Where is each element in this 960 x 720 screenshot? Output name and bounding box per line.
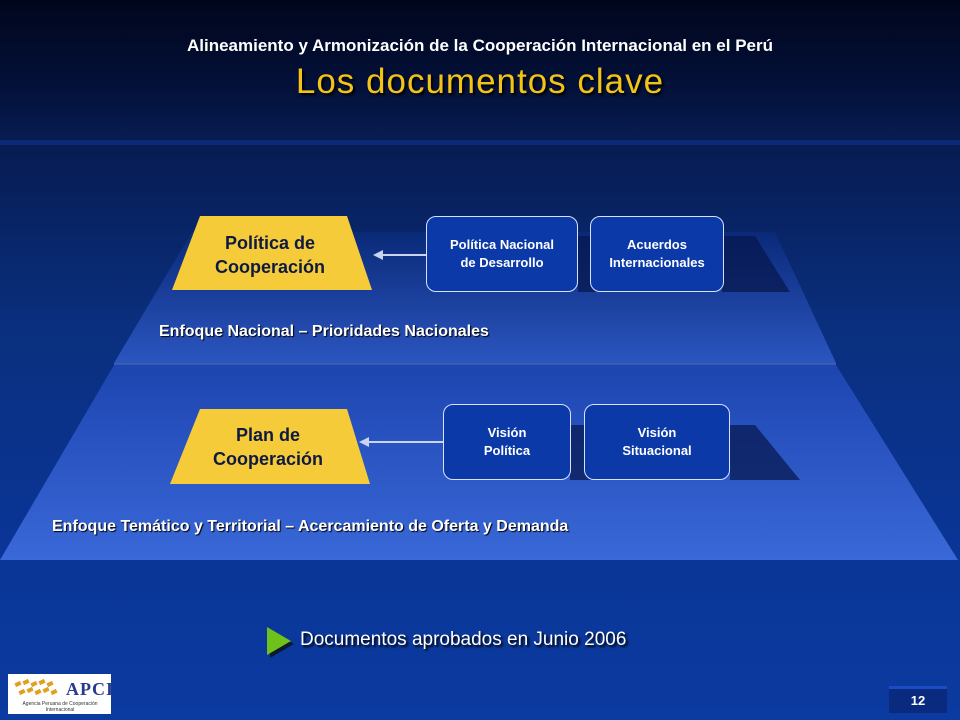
- logo-text: APCI: [66, 679, 114, 699]
- arrow-head-bottom: [359, 437, 369, 447]
- plan-label-line: Plan de: [235, 425, 301, 445]
- plan-label-line: Cooperación: [212, 449, 323, 469]
- slide-title: Los documentos clave: [295, 62, 665, 101]
- doc-box-vision-politica: [443, 404, 571, 480]
- footer-note: Documentos aprobados en Junio 2006: [300, 629, 627, 650]
- level-caption-bottom: Enfoque Temático y Territorial – Acercamiento de Oferta y Demanda: [52, 518, 569, 535]
- arrow-line-top: [382, 254, 428, 256]
- doc-box-line: Visión: [637, 425, 677, 440]
- doc-box-line: Política Nacional: [449, 237, 555, 252]
- doc-box-line: Política: [483, 443, 531, 458]
- logo-mark-icon: [13, 678, 63, 702]
- plan-label-politica: [190, 231, 350, 279]
- doc-box-acuerdos: [590, 216, 724, 292]
- page-number: 12: [889, 686, 947, 713]
- level-caption-top: Enfoque Nacional – Prioridades Nacionales: [159, 323, 489, 340]
- plan-label-plan: [188, 423, 348, 471]
- arrow-head-top: [373, 250, 383, 260]
- apci-logo-icon: [8, 674, 114, 714]
- plan-label-line: Política de: [224, 233, 316, 253]
- slide-subtitle: Alineamiento y Armonización de la Cooperación Internacional en el Perú: [186, 36, 773, 55]
- doc-box-vision-situacional: [584, 404, 730, 480]
- doc-box-politica-nacional: [426, 216, 578, 292]
- doc-box-line: Visión: [487, 425, 527, 440]
- plan-label-line: Cooperación: [214, 257, 325, 277]
- doc-box-line: Situacional: [622, 443, 692, 458]
- doc-box-line: de Desarrollo: [460, 255, 544, 270]
- logo-small-text: Agencia Peruana de Cooperación Internacional: [22, 701, 98, 713]
- triangle-play-icon: [266, 626, 296, 660]
- doc-box-line: Acuerdos: [627, 237, 687, 252]
- arrow-line-bottom: [368, 441, 444, 443]
- doc-box-line: Internacionales: [609, 255, 705, 270]
